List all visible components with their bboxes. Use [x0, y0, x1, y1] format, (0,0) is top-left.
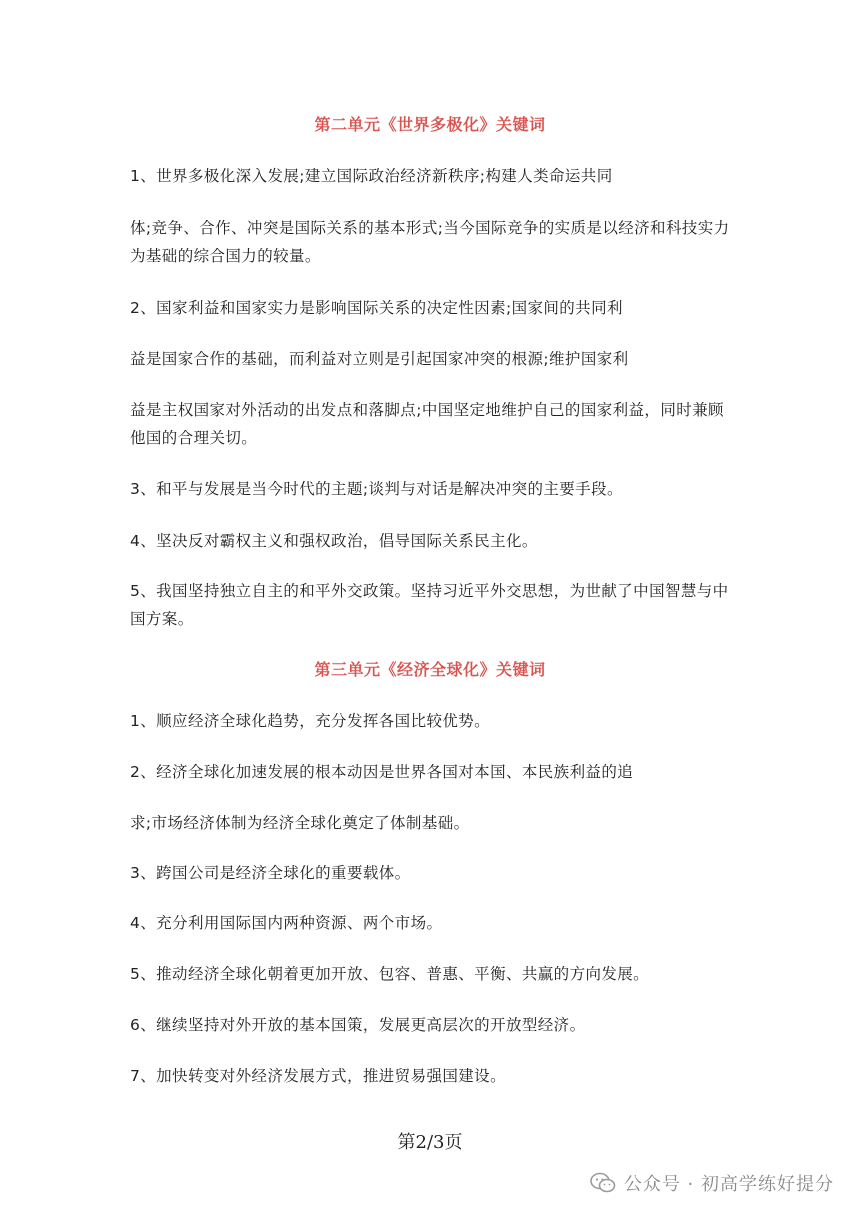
watermark [590, 1170, 834, 1196]
unit2-line: 5、我国坚持独立自主的和平外交政策。坚持习近平外交思想，为世献了中国智慧与中 [130, 582, 729, 600]
unit2-line: 国方案。 [130, 610, 194, 628]
unit3-line: 5、推动经济全球化朝着更加开放、包容、普惠、平衡、共赢的方向发展。 [130, 965, 650, 983]
unit2-line: 4、坚决反对霸权主义和强权政治，倡导国际关系民主化。 [130, 532, 538, 550]
unit2-line: 益是主权国家对外活动的出发点和落脚点;中国坚定地维护自己的国家利益，同时兼顾 [130, 401, 724, 419]
wechat-icon [590, 1172, 616, 1194]
unit2-line: 为基础的综合国力的较量。 [130, 247, 321, 265]
watermark-text: 公众号 · 初高学练好提分 [623, 1174, 834, 1195]
unit3-title: 第三单元《经济全球化》关键词 [314, 660, 546, 679]
unit2-line: 益是国家合作的基础，而利益对立则是引起国家冲突的根源;维护国家利 [130, 350, 629, 368]
unit2-line: 体;竞争、合作、冲突是国际关系的基本形式;当今国际竞争的实质是以经济和科技实力 [130, 219, 730, 237]
unit3-line: 3、跨国公司是经济全球化的重要载体。 [130, 864, 411, 882]
unit3-line: 7、加快转变对外经济发展方式，推进贸易强国建设。 [130, 1067, 506, 1085]
unit2-line: 1、世界多极化深入发展;建立国际政治经济新秩序;构建人类命运共同 [130, 167, 613, 185]
unit3-line: 1、顺应经济全球化趋势，充分发挥各国比较优势。 [130, 712, 491, 730]
unit3-line: 求;市场经济体制为经济全球化奠定了体制基础。 [130, 814, 470, 832]
unit2-line: 2、国家利益和国家实力是影响国际关系的决定性因素;国家间的共同利 [130, 299, 623, 317]
unit2-line: 他国的合理关切。 [130, 429, 258, 447]
page-number: 第2/3页 [397, 1132, 463, 1153]
unit3-line: 2、经济全球化加速发展的根本动因是世界各国对本国、本民族利益的追 [130, 763, 634, 781]
unit2-title: 第二单元《世界多极化》关键词 [314, 115, 546, 134]
unit3-line: 6、继续坚持对外开放的基本国策，发展更高层次的开放型经济。 [130, 1016, 586, 1034]
unit2-line: 3、和平与发展是当今时代的主题;谈判与对话是解决冲突的主要手段。 [130, 480, 623, 498]
unit3-line: 4、充分利用国际国内两种资源、两个市场。 [130, 914, 443, 932]
